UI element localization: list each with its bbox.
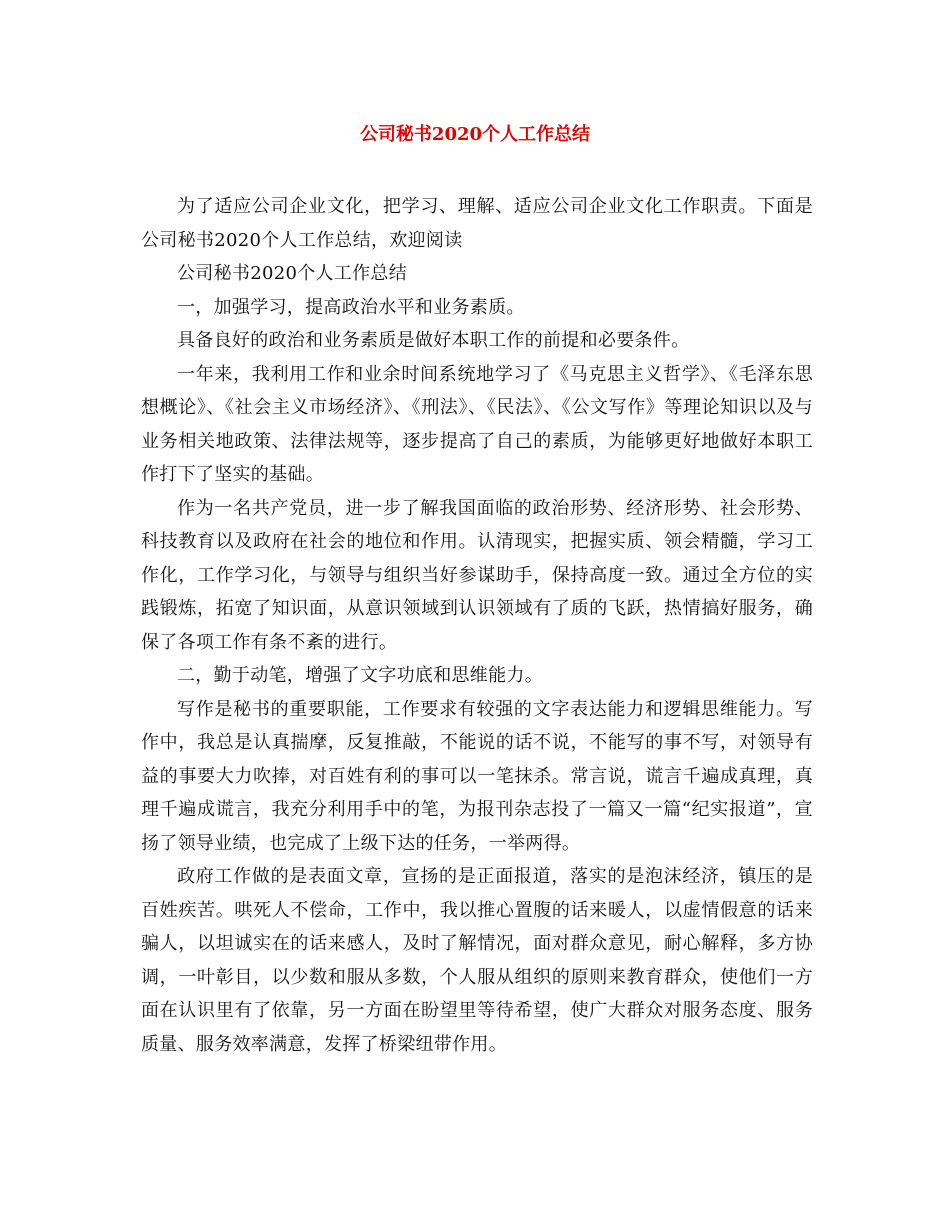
paragraph-2: 一年来，我利用工作和业余时间系统地学习了《马克思主义哲学》、《毛泽东思想概论》、《社会主义市场经济》、《刑法》、《民法》、《公文写作》等理论知识以及与业务相关地政策、法律法规等，逐步提高了自己的素质，为能够更好地做好本职工作打下了坚实的基础。 xyxy=(141,363,813,485)
paragraph-intro: 为了适应公司企业文化，把学习、理解、适应公司企业文化工作职责。下面是公司秘书2020个人工作总结，欢迎阅读 xyxy=(141,196,813,251)
section-heading-2: 二，勤于动笔，增强了文字功底和思维能力。 xyxy=(177,665,543,686)
document-title: 公司秘书2020个人工作总结 xyxy=(359,124,591,145)
paragraph-1: 具备良好的政治和业务素质是做好本职工作的前提和必要条件。 xyxy=(177,330,690,351)
paragraph-5: 政府工作做的是表面文章，宣扬的是正面报道，落实的是泡沫经济，镇压的是百姓疾苦。哄死人不偿命，工作中，我以推心置腹的话来暖人，以虚情假意的话来骗人，以坦诚实在的话来感人，及时了解情况，面对群众意见，耐心解释，多方协调，一叶彰目，以少数和服从多数，个人服从组织的原则来教育群众，使他们一方面在认识里有了依靠，另一方面在盼望里等待希望，使广大群众对服务态度、服务质量、服务效率满意，发挥了桥梁纽带作用。 xyxy=(141,866,813,1055)
paragraph-subtitle: 公司秘书2020个人工作总结 xyxy=(177,263,408,284)
paragraph-3: 作为一名共产党员，进一步了解我国面临的政治形势、经济形势、社会形势、科技教育以及政府在社会的地位和作用。认清现实，把握实质、领会精髓，学习工作化，工作学习化，与领导与组织当好参谋助手，保持高度一致。通过全方位的实践锻炼，拓宽了知识面，从意识领域到认识领域有了质的飞跃，热情搞好服务，确保了各项工作有条不紊的进行。 xyxy=(141,497,813,653)
paragraph-4: 写作是秘书的重要职能，工作要求有较强的文字表达能力和逻辑思维能力。写作中，我总是认真揣摩，反复推敲，不能说的话不说，不能写的事不写，对领导有益的事要大力吹捧，对百姓有利的事可以一笔抹杀。常言说，谎言千遍成真理，真理千遍成谎言，我充分利用手中的笔，为报刊杂志投了一篇又一篇“纪实报道”，宣扬了领导业绩，也完成了上级下达的任务，一举两得。 xyxy=(141,698,813,854)
section-heading-1: 一，加强学习，提高政治水平和业务素质。 xyxy=(177,296,525,318)
document-body xyxy=(141,190,813,1061)
